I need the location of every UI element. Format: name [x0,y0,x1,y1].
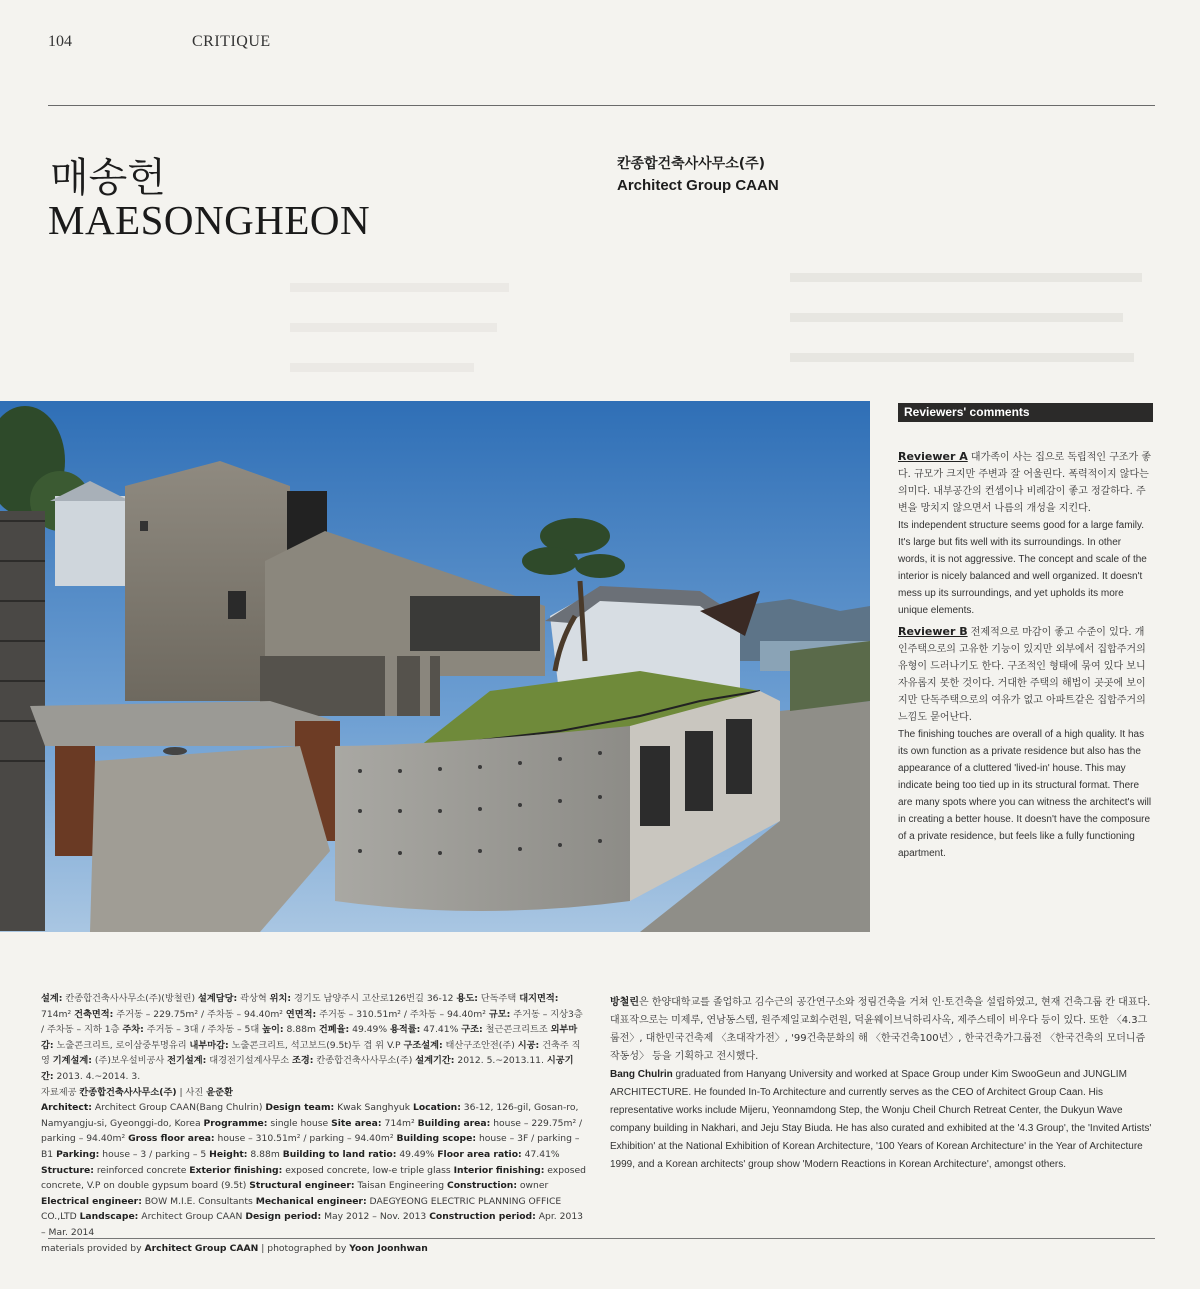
credits-korean-source: 자료제공 칸종합건축사사무소(주) | 사진 윤준환 [41,1086,233,1098]
en-credit-label: Design team: [265,1102,335,1114]
en-credit-value: house – 310.51m² / parking – 94.40m² [214,1133,397,1145]
kr-credit-value: 2012. 5.~2013.11. [454,1055,547,1067]
kr-credit-label: 건폐율: [318,1024,350,1036]
en-credit-value: Architect Group CAAN [138,1211,246,1223]
kr-credit-value: 주거동 – 3대 / 주차동 – 5대 [143,1024,263,1036]
reviewer-b-text-korean: 전제적으로 마감이 좋고 수준이 있다. 개인주택으로의 고유한 기능이 있지만 외부에서 집합주거의 유형이 드러나기도 한다. 구조적인 형태에 묶여 있다 보니 자유롭지 못한 것이다. 거대한 주택의 해법이 곳곳에 보이지만 단독주택으로의 여유가 없고 아파트같은 집합주거의 느낌도 묻어난다. [898,627,1146,723]
bleed-through-texture-2 [290,260,520,390]
kr-credit-value: 경기도 남양주시 고산로126번길 36-12 [291,993,457,1004]
credits-korean [41,991,586,1085]
reviewer-a-comment [898,448,1153,619]
en-credit-value: DAEGYEONG ELECTRIC PLANNING OFFICE CO.,LTD [41,1195,562,1223]
bleed-through-texture [790,250,1160,390]
kr-credit-label: 위치: [269,993,292,1004]
kr-credit-label: 외부마감: [41,1024,578,1051]
kr-credit-label: 조경: [292,1055,314,1067]
biography-english: Bang Chulrin graduated from Hanyang University and worked at Space Group under Kim SwooGeun and JUNGLIM ARCHITECTURE. He founded In-To Architecture and currently serves as the CEO of Architect Group Caan. His representative works include Mijeru, Yeonnamdong Step, the Wonju Cheil Church Retreat Center, the Dukyun Wave company building in Nakhari, and Jeju Stay Biuda. He has also curated and exhibited at the '4.3 Group', the 'Invited Artists' Exhibition' at the National Exhibition of Korean Architecture, '100 Years of Korean Architecture' in the Year of Architecture 1999, and a Korean architects' group show 'Modern Reactions in Korean Architecture', amongst others. [610,1069,1152,1170]
en-credit-value: exposed concrete, low-e triple glass [282,1164,454,1176]
kr-credit-value: 주거동 – 229.75m² / 주차동 – 94.40m² [113,1008,286,1020]
en-credit-label: Building to land ratio: [282,1148,397,1160]
kr-credit-value: 대경전기설계사무소 [206,1055,293,1067]
credits-english-source: materials provided by Architect Group CAAN | photographed by Yoon Joonhwan [41,1242,428,1254]
architect-name-korean: 칸종합건축사사무소(주) [617,156,766,172]
reviewer-b-comment [898,623,1153,862]
en-credit-value: house – 229.75m² / parking – 94.40m² [41,1117,583,1145]
reviewer-b-label: Reviewer B [898,625,968,638]
reviewer-a-text-korean: 대가족이 사는 집으로 독립적인 구조가 좋다. 규모가 크지만 주변과 잘 어울린다. 폭력적이지 않다는 의미다. 내부공간의 컨셉이나 비례감이 좋고 정갈하다. 주변을 망치지 않으면서 나름의 개성을 지킨다. [898,452,1152,514]
bottom-divider [48,1238,1155,1239]
en-credit-label: Construction period: [429,1211,536,1223]
reviewer-a-label: Reviewer A [898,450,968,463]
kr-credit-label: 용도: [456,993,478,1004]
project-title-korean: 매송헌 [50,155,166,201]
en-credit-value: reinforced concrete [93,1164,190,1176]
project-title-english: MAESONGHEON [48,197,371,243]
kr-credit-value: 태산구조안전(주) [442,1039,518,1051]
kr-credit-value: 노출콘크리트, 석고보드(9.5t)두 겹 위 V.P [228,1039,404,1051]
en-credit-value: house – 3F / parking – B1 [41,1133,580,1160]
kr-credit-label: 기계설계: [52,1055,92,1067]
kr-credit-label: 규모: [488,1008,511,1020]
kr-credit-label: 연면적: [285,1008,317,1020]
section-title: CRITIQUE [192,33,271,50]
en-credit-label: Programme: [203,1117,268,1129]
kr-credit-value: 철근콘크리트조 [482,1024,551,1036]
en-credit-value: May 2012 – Nov. 2013 [321,1211,430,1223]
architect-name-english: Architect Group CAAN [617,177,779,194]
en-credit-label: Mechanical engineer: [255,1195,367,1207]
en-credit-label: Building area: [417,1117,491,1129]
page-number: 104 [48,33,72,50]
kr-credit-value: 주거동 – 310.51m² / 주차동 – 94.40m² [316,1008,489,1020]
biography-korean: 방철린은 한양대학교를 졸업하고 김수근의 공간연구소와 정림건축을 거쳐 인·토건축을 설립하였고, 현재 건축그룹 칸 대표다. 대표작으로는 미제루, 연남동스텝, 원주제일교회수련원, 덕윤웨이브닉하리사옥, 제주스테이 비우다 등이 있다. 또한 〈4.3그룹전〉, 대한민국건축제 〈초대작가전〉, '99건축문화의 해 〈한국건축100년〉, 한국건축가그룹전 〈한국건축의 모더니즘 작동성〉 등을 기획하고 전시했다. [610,997,1151,1062]
kr-credit-value: 노출콘크리트, 로이삼중투명유리 [53,1039,190,1051]
en-credit-value: 47.41% [521,1148,560,1160]
en-credit-label: Architect: [41,1102,92,1114]
en-credit-value: 36-12, 126-gil, Gosan-ro, Namyangju-si, Gyeonggi-do, Korea [41,1102,579,1129]
kr-credit-value: 칸종합건축사사무소(주)(방철린) [62,993,198,1004]
kr-credit-value: 주거동 – 지상3층 / 주차동 – 지하 1층 [41,1008,583,1036]
en-credit-value: house – 3 / parking – 5 [99,1148,210,1160]
kr-credit-label: 높이: [262,1024,284,1036]
kr-credit-label: 용적률: [390,1024,421,1036]
kr-credit-label: 건축면적: [74,1008,114,1020]
kr-credit-label: 대지면적: [519,993,559,1004]
kr-credit-value: 714m² [41,1008,75,1020]
project-credits [41,991,586,1256]
en-credit-label: Exterior finishing: [189,1164,283,1176]
en-credit-value: exposed concrete, V.P on double gypsum board (9.5t) [41,1164,586,1192]
en-credit-label: Floor area ratio: [437,1148,522,1160]
kr-credit-value: 건축주 직영 [41,1039,581,1067]
en-credit-label: Design period: [245,1211,322,1223]
en-credit-value: Taisan Engineering [354,1180,447,1192]
reviewers-comments-heading: Reviewers' comments [898,403,1153,422]
en-credit-label: Structural engineer: [249,1180,355,1192]
kr-credit-label: 구조: [461,1024,483,1036]
en-credit-label: Landscape: [79,1211,139,1223]
kr-credit-value: 47.41% [420,1024,462,1036]
kr-credit-label: 설계담당: [198,993,238,1004]
en-credit-value: Apr. 2013 – Mar. 2014 [41,1211,584,1238]
kr-credit-value: 칸종합건축사사무소(주) [313,1055,416,1067]
kr-credit-label: 시공: [517,1039,540,1051]
kr-credit-label: 설계기간: [415,1055,455,1067]
architect-biography [610,994,1155,1174]
kr-credit-label: 내부마감: [189,1039,229,1051]
en-credit-value: 714m² [381,1117,418,1129]
kr-credit-value: 8.88m [283,1024,319,1036]
kr-credit-value: 49.49% [349,1024,391,1036]
en-credit-label: Height: [209,1148,248,1160]
en-credit-label: Electrical engineer: [41,1195,142,1207]
kr-credit-value: (주)보우설비공사 [91,1055,168,1067]
en-credit-value: BOW M.I.E. Consultants [141,1195,256,1207]
en-credit-value: 49.49% [396,1148,438,1160]
reviewer-a-text-english: Its independent structure seems good for a large family. It's large but fits well with its surroundings. In other words, it is not aggressive. The concept and scale of the interior is nicely balanced and well organized. It doesn't mess up its surroundings, and yet upholds its more unique elements. [898,520,1147,616]
en-credit-label: Building scope: [396,1133,477,1145]
kr-credit-value: 곽상혁 [237,993,270,1004]
en-credit-label: Structure: [41,1164,94,1176]
kr-credit-label: 시공기간: [41,1055,574,1082]
top-divider [48,105,1155,106]
building-photograph [0,401,870,932]
kr-credit-label: 설계: [41,993,63,1004]
en-credit-value: 8.88m [247,1148,283,1160]
en-credit-value: Kwak Sanghyuk [334,1102,413,1114]
credits-english [41,1100,586,1240]
en-credit-value: Architect Group CAAN(Bang Chulrin) [91,1102,266,1114]
en-credit-value: single house [267,1117,332,1129]
kr-credit-label: 전기설계: [167,1055,207,1067]
en-credit-label: Interior finishing: [453,1164,545,1176]
en-credit-label: Location: [412,1102,461,1114]
kr-credit-label: 주차: [122,1024,144,1036]
en-credit-value: owner [517,1180,549,1192]
kr-credit-value: 2013. 4.~2014. 3. [53,1070,141,1082]
reviewer-b-text-english: The finishing touches are overall of a high quality. It has its own function as a private residence but also has the appearance of a cluttered 'lived-in' house. This may indicate being too tied up in its structural format. There are many spots where you can witness the architect's will in creating a better house. It doesn't have the composure of a private residence, but feels like a fully functioning apartment. [898,729,1152,859]
en-credit-label: Site area: [331,1117,382,1129]
en-credit-label: Gross floor area: [128,1133,215,1145]
kr-credit-label: 구조설계: [403,1039,443,1051]
en-credit-label: Construction: [446,1180,517,1192]
kr-credit-value: 단독주택 [477,993,520,1004]
en-credit-label: Parking: [56,1148,100,1160]
